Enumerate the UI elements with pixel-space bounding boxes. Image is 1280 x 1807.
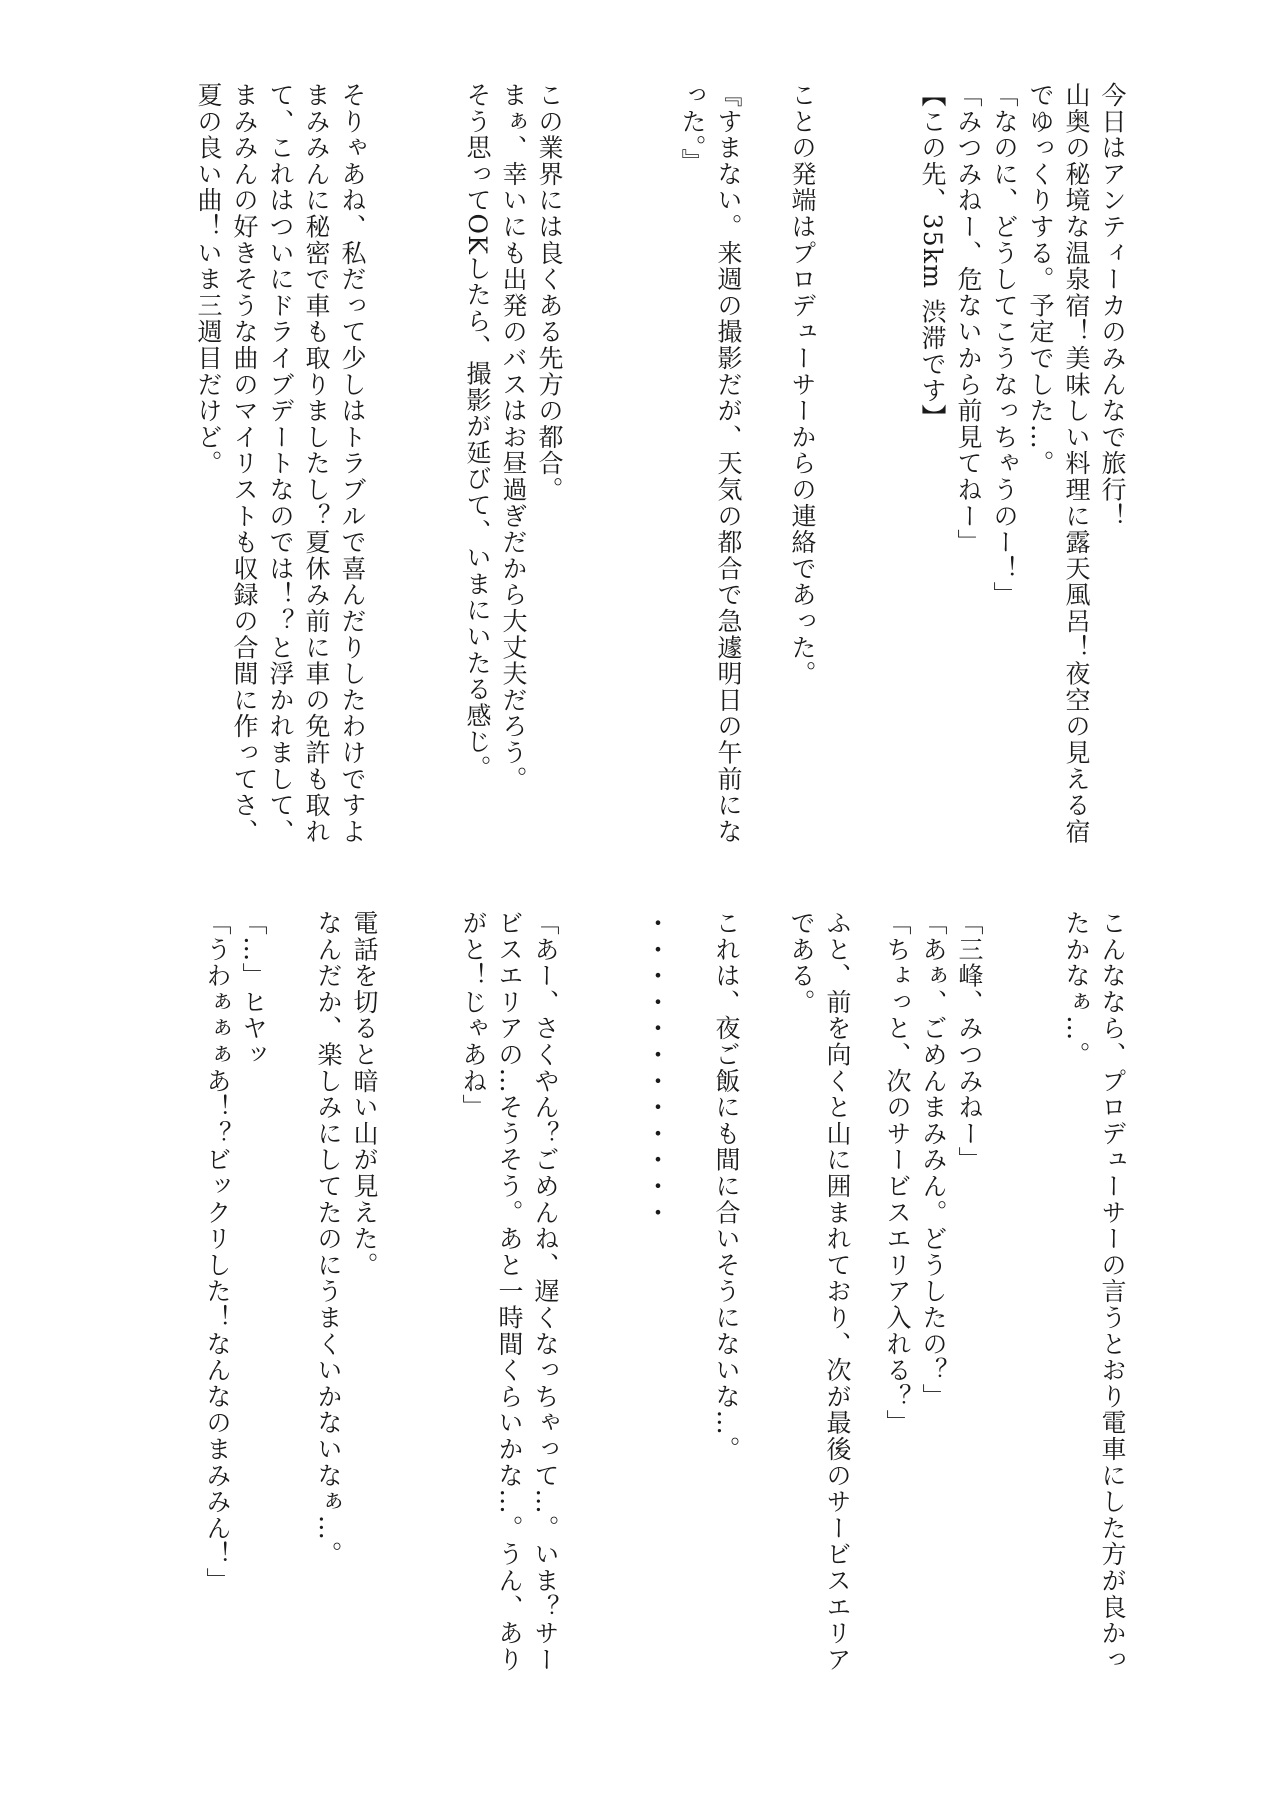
text-line: がと！じゃあね」 — [459, 910, 488, 1121]
text-line: まみみんの好きそうな曲のマイリストも収録の合間に作ってさ、 — [230, 82, 259, 845]
text-line: 「ちょっと、次のサービスエリア入れる？」 — [883, 910, 912, 1436]
text-line: 「三峰、みつみねー」 — [955, 910, 984, 1173]
text-line: この業界には良くある先方の都合。 — [535, 82, 564, 503]
text-line: でゆっくりする。予定でした…。 — [1026, 82, 1055, 477]
text-line: これは、夜ご飯にも間に合いそうにないな…。 — [712, 910, 741, 1463]
lower-paragraph-mountains — [783, 910, 855, 1673]
text-line: 「うわぁぁぁあ！？ビックリした！なんなのまみみん！」 — [203, 910, 232, 1594]
text-line: 今日はアンティーカのみんなで旅行！ — [1098, 82, 1127, 530]
text-line: 『すまない。来週の撮影だが、天気の都合で急遽明日の午前にな — [714, 82, 743, 845]
text-line: こんななら、プロデューサーの言うとおり電車にした方が良かっ — [1098, 910, 1127, 1673]
text-line: である。 — [787, 910, 816, 1016]
text-line: 【この先、35km 渋滞です】 — [918, 82, 947, 431]
text-line: 電話を切ると暗い山が見えた。 — [350, 910, 379, 1279]
upper-paragraph-industry — [459, 82, 567, 792]
lower-paragraph-surprise — [199, 910, 271, 1594]
text-line: 「…」ヒヤッ — [239, 910, 268, 1068]
text-line: まぁ、幸いにも出発のバスはお昼過ぎだから大丈夫だろう。 — [499, 82, 528, 793]
text-line: ことの発端はプロデューサーからの連絡であった。 — [788, 82, 817, 687]
text-line: 「みつみねー、危ないから前見てねー」 — [954, 82, 983, 556]
text-line: て、これはついにドライブデートなのでは！？と浮かれまして、 — [266, 82, 295, 845]
text-line: 「あぁ、ごめんまみみん。どうしたの？」 — [919, 910, 948, 1410]
text-line: 「あー、さくやん？ごめんね、遅くなっちゃって…。いま？サー — [531, 910, 560, 1673]
text-line: 「なのに、どうしてこうなっちゃうのー！」 — [990, 82, 1019, 608]
lower-paragraph-phone — [455, 910, 563, 1673]
text-line: なんだか、楽しみにしてたのにうまくいかないなぁ…。 — [314, 910, 343, 1568]
text-line: 夏の良い曲！いま三週目だけど。 — [194, 82, 223, 477]
lower-paragraph-dinner — [708, 910, 744, 1462]
text-line: たかなぁ…。 — [1062, 910, 1091, 1068]
text-line: ビスエリアの…そうそう。あと一時間くらいかな…。うん、あり — [495, 910, 524, 1673]
lower-paragraph-after-call — [310, 910, 382, 1568]
lower-scene-break — [638, 910, 674, 1226]
scene-break-dots: ・・・・・・・・・・・・ — [642, 910, 671, 1226]
lower-paragraph-dialogue — [879, 910, 987, 1436]
upper-paragraph-opening — [914, 82, 1130, 845]
text-line: った。』 — [678, 82, 707, 175]
text-line: そりゃあね、私だって少しはトラブルで喜んだりしたわけですよ — [338, 82, 367, 845]
text-line: ふと、前を向くと山に囲まれており、次が最後のサービスエリア — [823, 910, 852, 1673]
upper-paragraph-message — [674, 82, 746, 845]
lower-paragraph-regret — [1058, 910, 1130, 1673]
text-line: 山奥の秘境な温泉宿！美味しい料理に露天風呂！夜空の見える宿 — [1062, 82, 1091, 845]
text-line: そう思ってOKしたら、撮影が延びて、いまにいたる感じ。 — [463, 82, 492, 782]
upper-paragraph-reflection — [190, 82, 370, 845]
upper-paragraph-origin — [784, 82, 820, 687]
text-line: まみみんに秘密で車も取りましたし？夏休み前に車の免許も取れ — [302, 82, 331, 845]
